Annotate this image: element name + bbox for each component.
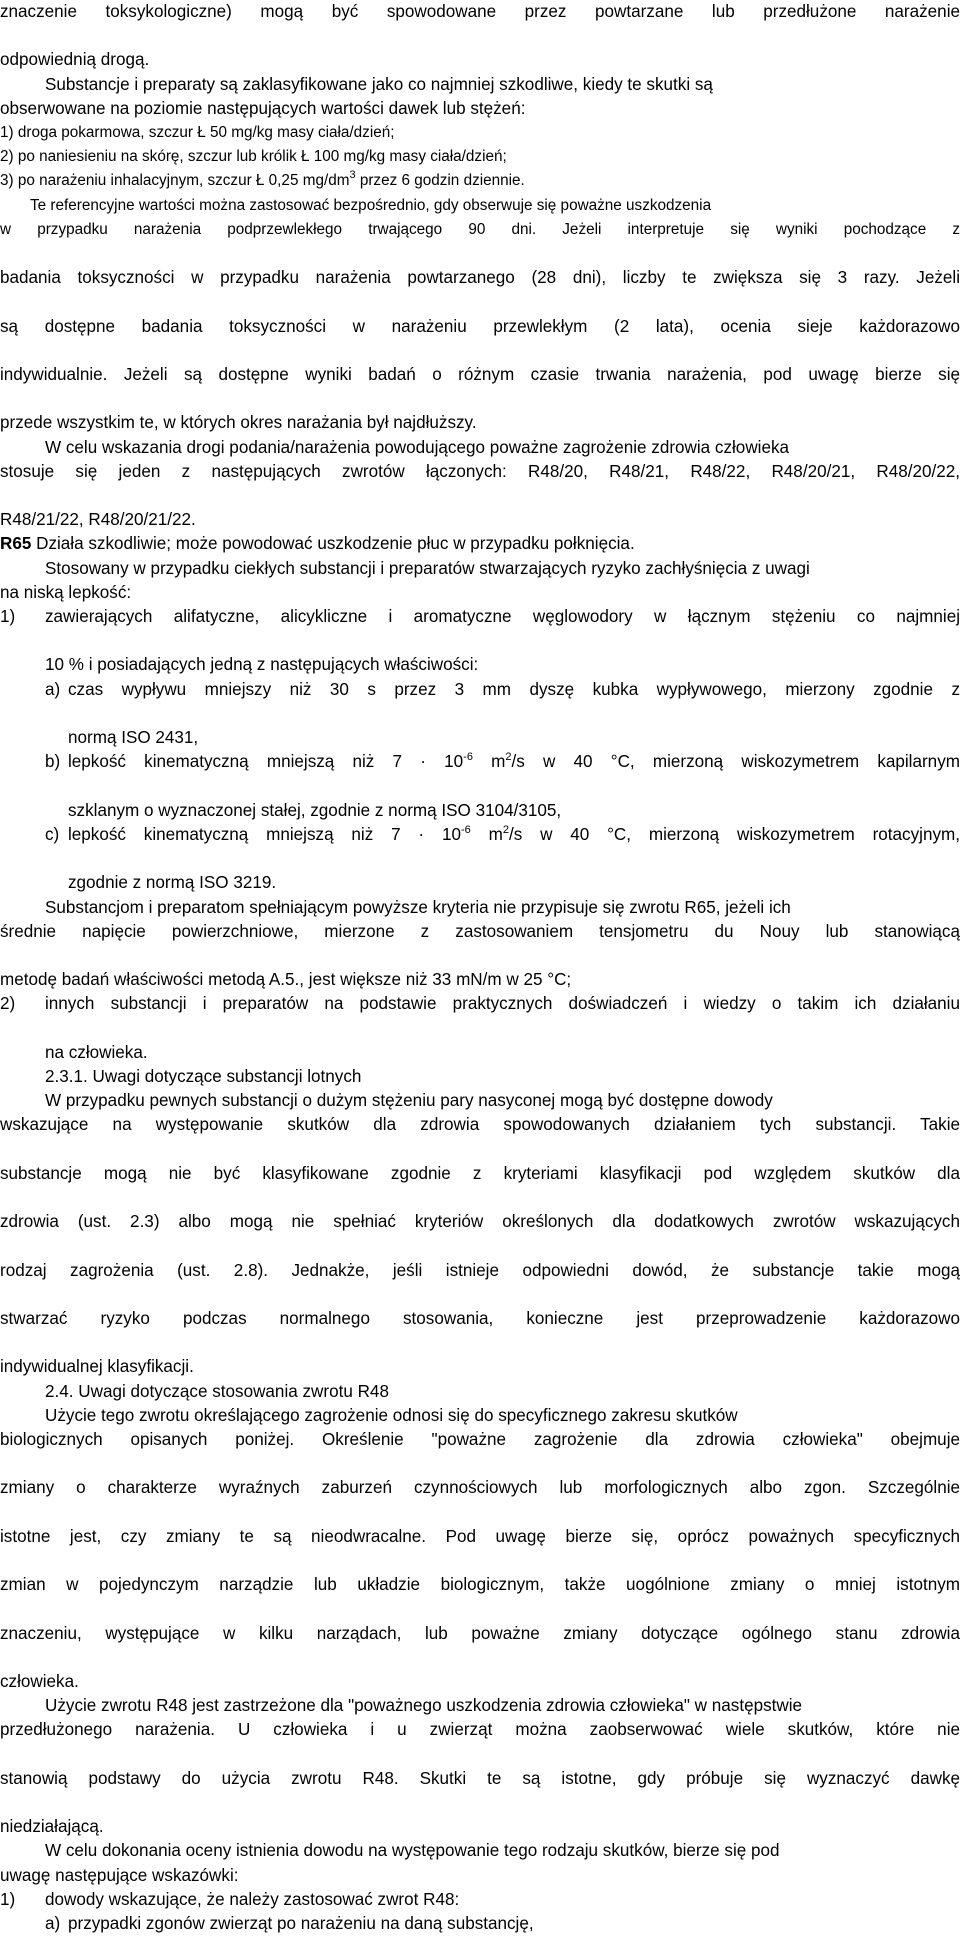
text-line: lepkość kinematyczną mniejszą niż $7 \cdot 10^{-6}$ $m^2/s$ w 40 °C, mierzoną wiskozymetrem rotacyjnym,: [68, 823, 960, 844]
text-line: stosuje się jeden z następujących zwrotów łączonych: R48/20, R48/21, R48/22, R48/20/21, R48/20/22,: [0, 461, 960, 481]
text-line: dowody wskazujące, że należy zastosować zwrot R48:: [45, 1889, 460, 1909]
text-line: normą ISO 2431,: [68, 728, 199, 748]
list-number: 1): [0, 1889, 16, 1909]
paragraph-first-line: Użycie zwrotu R48 jest zastrzeżone dla "poważnego uszkodzenia zdrowia człowieka" w następstwie: [45, 1696, 803, 1716]
text-line: R48/21/22, R48/20/21/22.: [0, 510, 196, 530]
text-line: stwarzać ryzyko podczas normalnego stosowania, konieczne jest przeprowadzenie każdorazowo: [0, 1308, 960, 1328]
list-letter: c): [45, 824, 60, 844]
sub-item-b: [0, 750, 960, 823]
text-line: znaczenie toksykologiczne) mogą być spowodowane przez powtarzane lub przedłużone narażenie: [0, 2, 960, 21]
sub-item-a: [0, 678, 960, 751]
list-item-2: [0, 992, 960, 1065]
text-line: zmiany o charakterze wyraźnych zaburzeń czynnościowych lub morfologicznych albo zgon. Szczególnie: [0, 1478, 960, 1498]
text-line: zmian w pojedynczym narządzie lub układzie biologicznym, także uogólnione zmiany o mniej istotnym: [0, 1575, 960, 1595]
paragraph-first-line: Stosowany w przypadku ciekłych substancji i preparatów stwarzających ryzyko zachłyśnięcia z uwagi: [45, 558, 810, 578]
section-heading: 2.4. Uwagi dotyczące stosowania zwrotu R48: [45, 1381, 389, 1401]
list-item: 1) droga pokarmowa, szczur Ł 50 mg/kg masy ciała/dzień;: [0, 124, 395, 142]
text-line: na niską lepkość:: [0, 582, 132, 602]
list-letter: a): [45, 679, 61, 699]
text-line: człowieka.: [0, 1672, 79, 1692]
paragraph-first-line: Substancjom i preparatom spełniającym powyższe kryteria nie przypisuje się zwrotu R65, jeżeli ich: [45, 897, 791, 917]
sub-item-c: [0, 823, 960, 896]
text-line: zgodnie z normą ISO 3219.: [68, 873, 277, 893]
text-line: niedziałającą.: [0, 1817, 104, 1837]
paragraph-first-line: Użycie tego zwrotu określającego zagrożenie odnosi się do specyficznego zakresu skutków: [45, 1405, 738, 1425]
dose-list: [0, 121, 960, 266]
text-line: 10 % i posiadających jedną z następujących właściwości:: [45, 655, 479, 675]
list-letter: a): [45, 1914, 61, 1934]
text-line: zawierających alifatyczne, alicykliczne i aromatyczne węglowodory w łącznym stężeniu co najmniej: [45, 607, 960, 627]
text-line: rodzaj zagrożenia (ust. 2.8). Jednakże, jeśli istnieje odpowiedni dowód, że substancje takie mogą: [0, 1260, 960, 1280]
list-item: 2) po naniesieniu na skórę, szczur lub królik Ł 100 mg/kg masy ciała/dzień;: [0, 148, 507, 166]
risk-phrase-r65: R65 Działa szkodliwie; może powodować uszkodzenie płuc w przypadku połknięcia.: [0, 534, 635, 554]
text-line: metodę badań właściwości metodą A.5., jest większe niż 33 mN/m w 25 °C;: [0, 970, 572, 990]
list-item: 3) po narażeniu inhalacyjnym, szczur Ł 0,25 $mg/dm^3$ przez 6 godzin dziennie.: [0, 169, 525, 190]
list-letter: b): [45, 752, 61, 772]
text-line: substancje mogą nie być klasyfikowane zgodnie z kryteriami klasyfikacji pod względem skutków dla: [0, 1163, 960, 1183]
paragraph-first-line: W celu wskazania drogi podania/narażenia powodującego poważne zagrożenie zdrowia człowieka: [45, 437, 790, 457]
text-line: wskazujące na występowanie skutków dla zdrowia spowodowanych działaniem tych substancji. Takie: [0, 1115, 960, 1135]
risk-code: R65: [0, 534, 32, 554]
text-line: indywidualnej klasyfikacji.: [0, 1357, 194, 1377]
text-line: szklanym o wyznaczonej stałej, zgodnie z normą ISO 3104/3105,: [68, 800, 562, 820]
text-line: średnie napięcie powierzchniowe, mierzone z zastosowaniem tensjometru du Nouy lub stanowiącą: [0, 921, 960, 941]
text-line: biologicznych opisanych poniżej. Określenie "poważne zagrożenie dla zdrowia człowieka" obejmuje: [0, 1429, 960, 1449]
list-number: 2): [0, 994, 16, 1014]
text-line: lepkość kinematyczną mniejszą niż $7 \cdot 10^{-6}$ $m^2/s$ w 40 °C, mierzoną wiskozymetrem kapilarnym: [68, 751, 960, 772]
list-item-1: [0, 1888, 960, 1912]
text-line: zdrowia (ust. 2.3) albo mogą nie spełniać kryteriów określonych dla dodatkowych zwrotów wskazujących: [0, 1212, 960, 1232]
text-line: przedłużonego narażenia. U człowieka i u zwierząt można zaobserwować wiele skutków, które nie: [0, 1720, 960, 1740]
paragraph-first-line: Substancje i preparaty są zaklasyfikowane jako co najmniej szkodliwe, kiedy te skutki są: [45, 74, 713, 94]
text-line: innych substancji i preparatów na podstawie praktycznych doświadczeń i wiedzy o takim ich działaniu: [45, 994, 960, 1014]
text-line: uwagę następujące wskazówki:: [0, 1865, 239, 1885]
text-line: czas wypływu mniejszy niż 30 s przez 3 mm dyszę kubka wypływowego, mierzony zgodnie z: [68, 679, 960, 699]
paragraph-first-line: Te referencyjne wartości można zastosować bezpośrednio, gdy obserwuje się poważne uszkodzenia: [30, 196, 712, 214]
text-line: w przypadku narażenia podprzewlekłego trwającego 90 dni. Jeżeli interpretuje się wyniki pochodzące z: [0, 220, 960, 238]
text-line: przede wszystkim te, w których okres narażania był najdłuższy.: [0, 413, 477, 433]
paragraph-first-line: W przypadku pewnych substancji o dużym stężeniu pary nasyconej mogą być dostępne dowody: [45, 1091, 773, 1111]
list-item-1: [0, 605, 960, 678]
sub-item-a: [0, 1912, 960, 1936]
text-line: są dostępne badania toksyczności w narażeniu przewlekłym (2 lata), ocenia sieje każdorazowo: [0, 316, 960, 336]
text-line: indywidualnie. Jeżeli są dostępne wyniki badań o różnym czasie trwania narażenia, pod uwagę bierze się: [0, 365, 960, 385]
text-line: badania toksyczności w przypadku narażenia powtarzanego (28 dni), liczby te zwiększa się 3 razy. Jeżeli: [0, 268, 960, 288]
text-line: znaczeniu, występujące w kilku narządach, lub poważne zmiany dotyczące ogólnego stanu zdrowia: [0, 1623, 960, 1643]
text-line: istotne jest, czy zmiany te są nieodwracalne. Pod uwagę bierze się, oprócz poważnych specyficznych: [0, 1526, 960, 1546]
text-line: stanowią podstawy do użycia zwrotu R48. Skutki te są istotne, gdy próbuje się wyznaczyć dawkę: [0, 1768, 960, 1788]
text-line: przypadki zgonów zwierząt po narażeniu na daną substancję,: [68, 1914, 534, 1934]
text-line: odpowiednią drogą.: [0, 50, 150, 70]
paragraph-first-line: W celu dokonania oceny istnienia dowodu na występowanie tego rodzaju skutków, bierze się pod: [45, 1841, 780, 1861]
section-heading: 2.3.1. Uwagi dotyczące substancji lotnych: [45, 1066, 362, 1086]
text-line: na człowieka.: [45, 1042, 148, 1062]
list-number: 1): [0, 607, 16, 627]
text-line: obserwowane na poziomie następujących wartości dawek lub stężeń:: [0, 98, 526, 118]
